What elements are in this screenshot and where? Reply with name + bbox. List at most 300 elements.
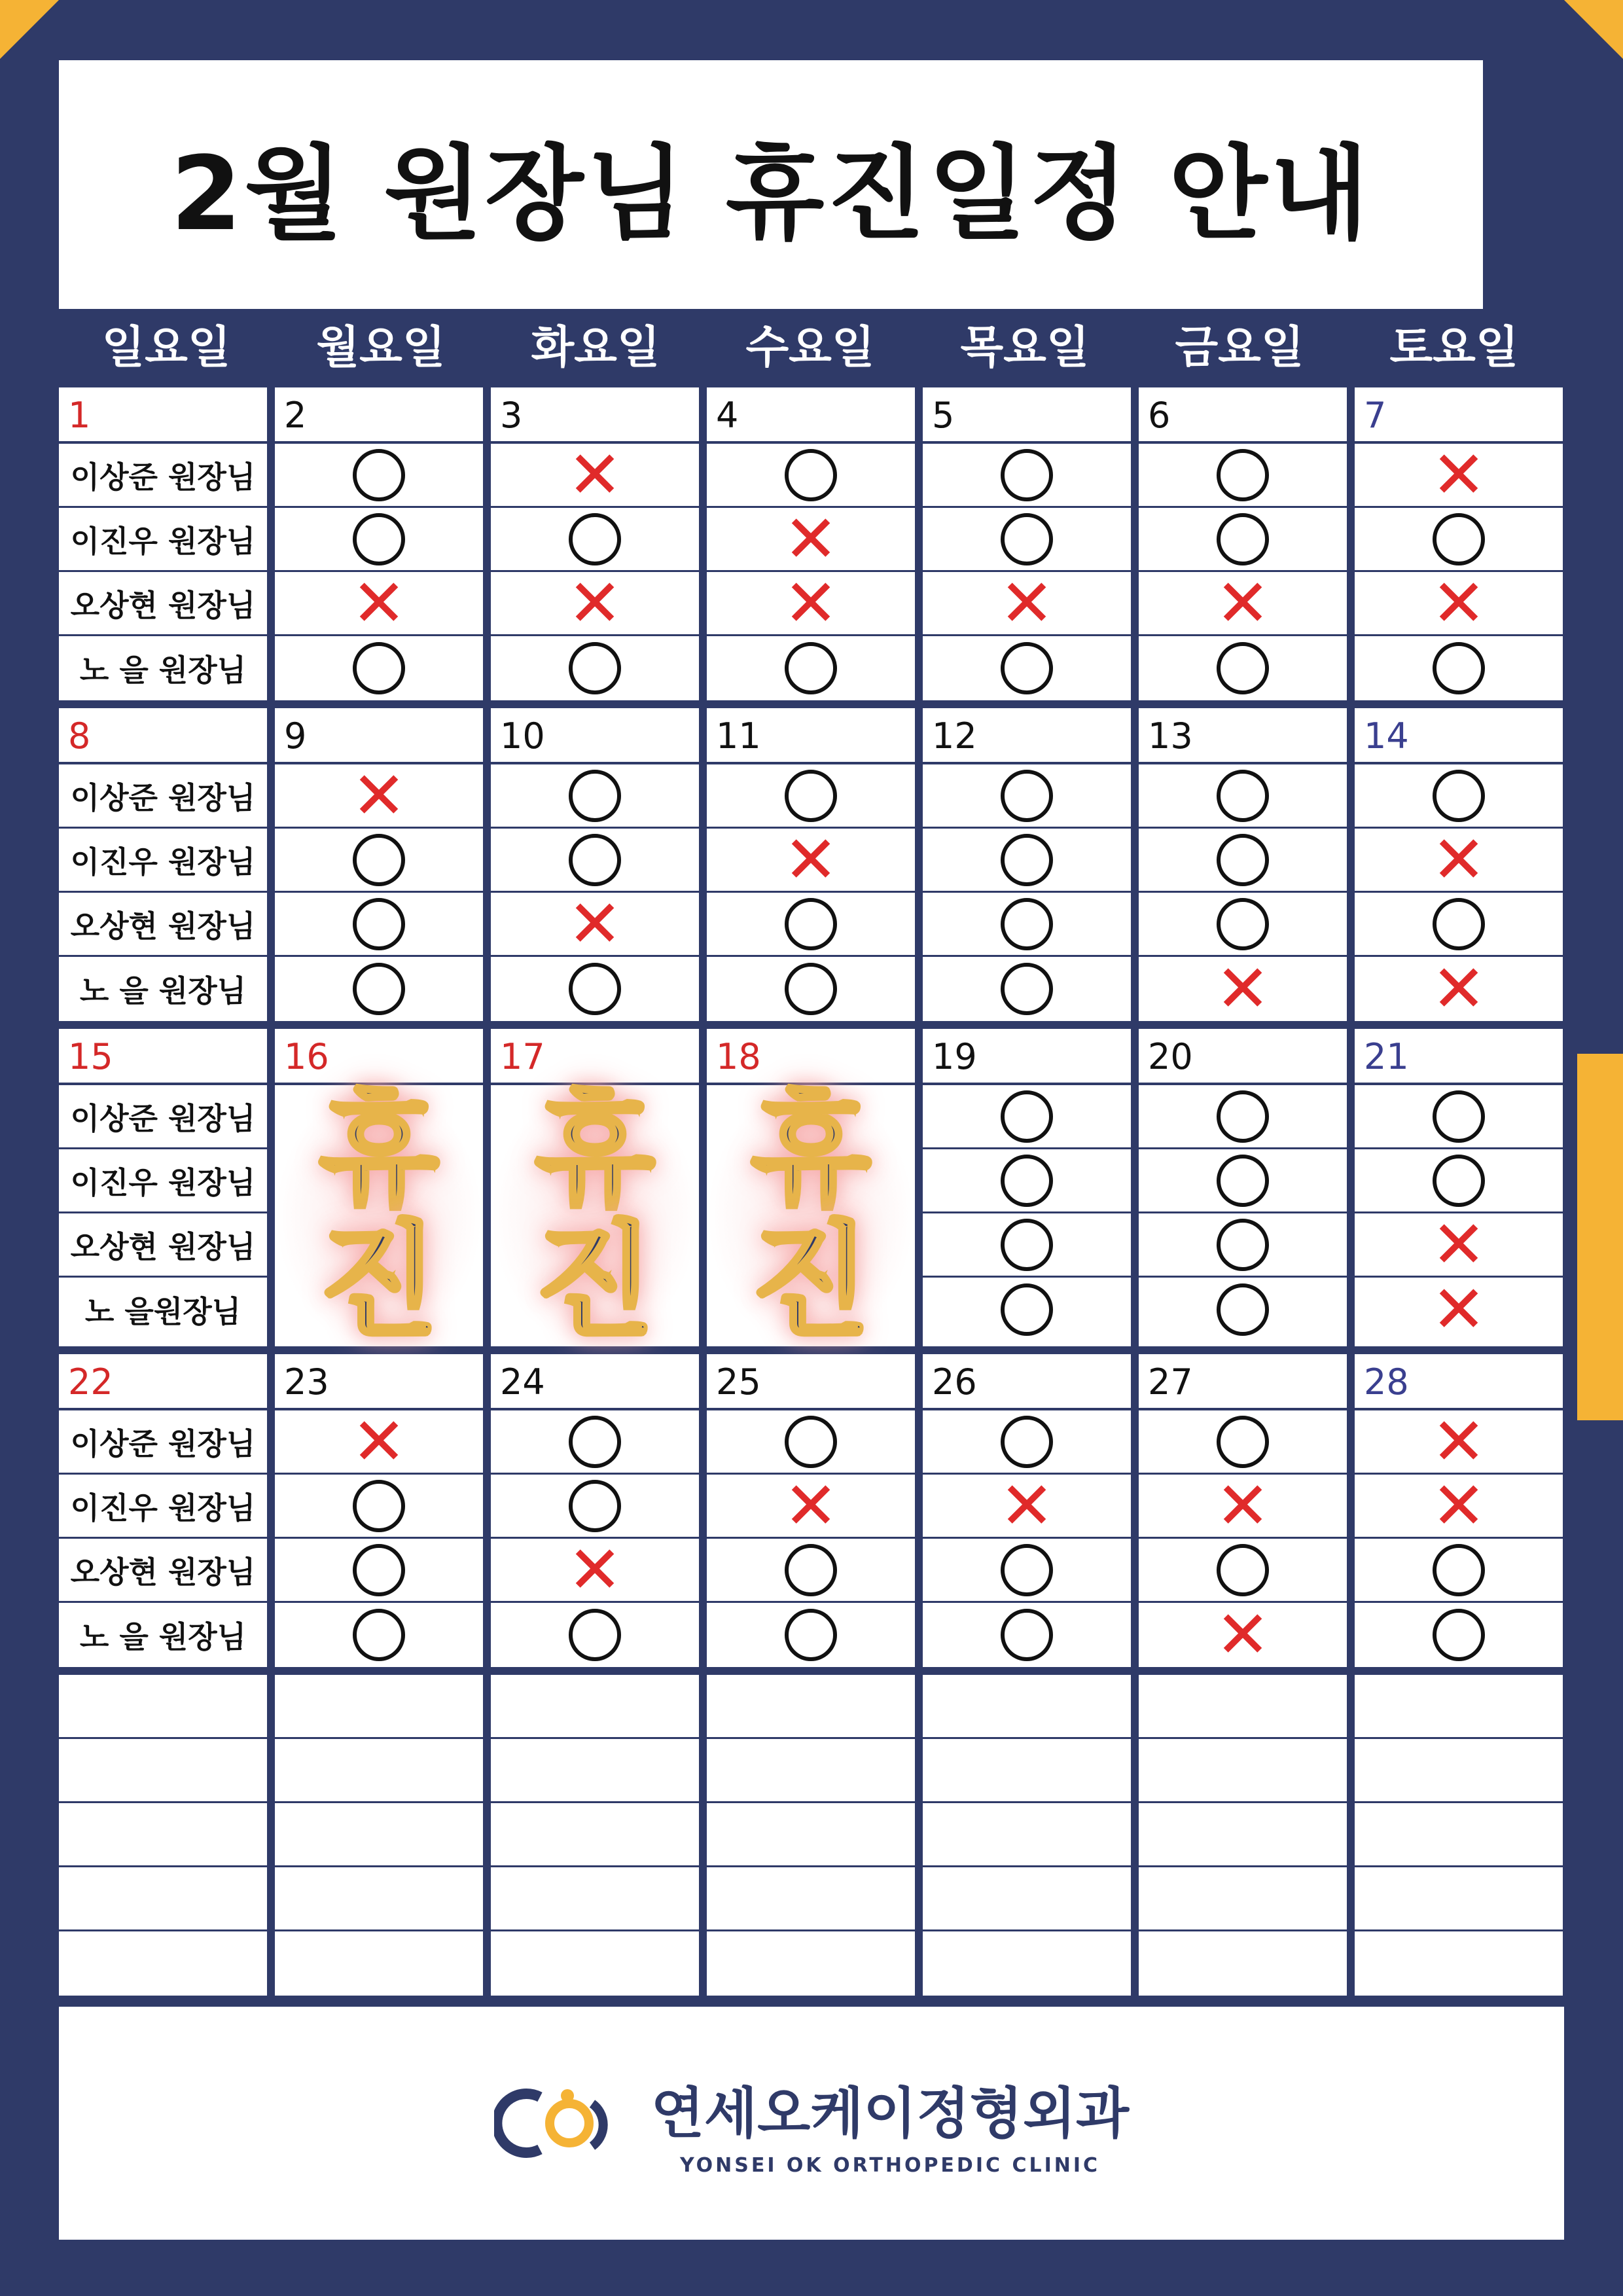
day-cell [1355, 1029, 1563, 1346]
blank-cell [275, 1675, 483, 1996]
schedule-mark [1139, 950, 1347, 1027]
schedule-mark [923, 1213, 1131, 1278]
closed-cross-icon: ✕ [1431, 436, 1486, 513]
blank-line [59, 1675, 267, 1739]
available-circle-icon [785, 642, 837, 694]
closed-cross-icon: ✕ [783, 821, 838, 898]
available-circle-icon [1001, 642, 1053, 694]
day-cell [923, 708, 1131, 1021]
available-circle-icon [1217, 1416, 1269, 1468]
schedule-mark [707, 444, 915, 508]
blank-cell [491, 1675, 699, 1996]
schedule-mark [1139, 1085, 1347, 1149]
schedule-mark [923, 764, 1131, 829]
doctor-name: 이상준 원장님 [59, 1085, 267, 1149]
blank-line [923, 1803, 1131, 1867]
available-circle-icon [569, 963, 621, 1015]
closed-cross-icon: ✕ [567, 564, 622, 641]
date-number: 22 [59, 1354, 267, 1410]
schedule-mark [491, 885, 699, 962]
schedule-mark [1139, 1539, 1347, 1603]
closed-cross-icon: ✕ [783, 1467, 838, 1544]
day-cell [1355, 387, 1563, 700]
title-box [59, 60, 1483, 309]
schedule-mark [1355, 1206, 1563, 1283]
blank-line [59, 1867, 267, 1931]
doctor-name: 노 을 원장님 [79, 653, 247, 688]
available-circle-icon [353, 1609, 405, 1661]
day-cell [275, 708, 483, 1021]
available-circle-icon [1217, 770, 1269, 822]
weekday-fri: 금요일 [1175, 322, 1304, 374]
schedule-mark [275, 1475, 483, 1539]
blank-line [275, 1675, 483, 1739]
schedule-mark [707, 764, 915, 829]
day-cell [1139, 1029, 1347, 1346]
day-cell [707, 708, 915, 1021]
blank-cell [1139, 1675, 1347, 1996]
available-circle-icon [1217, 834, 1269, 886]
holiday-label [707, 1078, 915, 1354]
available-circle-icon [1001, 898, 1053, 950]
blank-line [491, 1867, 699, 1931]
date-number: 21 [1355, 1029, 1563, 1085]
day-cell [1355, 708, 1563, 1027]
day-cell [491, 708, 699, 1021]
available-circle-icon [1217, 1219, 1269, 1271]
day-cell [59, 387, 267, 700]
available-circle-icon [353, 513, 405, 565]
date-number: 13 [1139, 708, 1347, 764]
date-number: 24 [491, 1354, 699, 1410]
closed-cross-icon: ✕ [351, 564, 406, 641]
page-title: 2월 원장님 휴진일정 안내 [170, 134, 1372, 253]
blank-line [923, 1675, 1131, 1739]
blank-line [1355, 1675, 1563, 1739]
blank-line [1139, 1867, 1347, 1931]
available-circle-icon [1001, 1155, 1053, 1207]
date-number: 15 [59, 1029, 267, 1085]
closed-cross-icon: ✕ [1431, 1403, 1486, 1480]
schedule-mark [923, 1467, 1131, 1544]
schedule-mark [1355, 1467, 1563, 1544]
date-number: 20 [1139, 1029, 1347, 1085]
available-circle-icon [1433, 642, 1485, 694]
available-circle-icon [1433, 898, 1485, 950]
blank-line [923, 1739, 1131, 1803]
schedule-mark [923, 957, 1131, 1021]
schedule-mark [1139, 893, 1347, 957]
schedule-mark [275, 1539, 483, 1603]
available-circle-icon [1001, 1219, 1053, 1271]
blank-line [491, 1739, 699, 1803]
date-number: 25 [707, 1354, 915, 1410]
schedule-mark [1139, 764, 1347, 829]
schedule-mark [923, 1410, 1131, 1475]
available-circle-icon [569, 1609, 621, 1661]
schedule-mark [491, 436, 699, 513]
available-circle-icon [1217, 898, 1269, 950]
available-circle-icon [569, 1416, 621, 1468]
available-circle-icon [569, 834, 621, 886]
available-circle-icon [785, 898, 837, 950]
available-circle-icon [1001, 513, 1053, 565]
schedule-mark [491, 564, 699, 641]
schedule-mark [1139, 1410, 1347, 1475]
closed-cross-icon: ✕ [1215, 564, 1270, 641]
closed-cross-icon: ✕ [567, 436, 622, 513]
date-number: 9 [275, 708, 483, 764]
blank-line [707, 1803, 915, 1867]
day-cell [491, 1354, 699, 1667]
available-circle-icon [569, 642, 621, 694]
closed-cross-icon: ✕ [999, 564, 1054, 641]
schedule-mark [1355, 1403, 1563, 1480]
schedule-mark [1139, 508, 1347, 572]
available-circle-icon [569, 1480, 621, 1532]
schedule-mark [707, 1410, 915, 1475]
blank-cell [923, 1675, 1131, 1996]
available-circle-icon [1433, 1609, 1485, 1661]
blank-cell [59, 1675, 267, 1996]
schedule-mark [491, 1475, 699, 1539]
blank-line [491, 1803, 699, 1867]
schedule-mark [1355, 1271, 1563, 1348]
schedule-mark [1139, 444, 1347, 508]
available-circle-icon [1001, 963, 1053, 1015]
schedule-mark [707, 1467, 915, 1544]
available-circle-icon [785, 770, 837, 822]
schedule-mark [923, 1085, 1131, 1149]
blank-line [275, 1931, 483, 1996]
doctor-name: 이진우 원장님 [59, 1149, 267, 1213]
date-number: 14 [1355, 708, 1563, 764]
blank-week-row [59, 1675, 1564, 1996]
doctor-name: 이진우 원장님 [59, 1475, 267, 1539]
date-number: 28 [1355, 1354, 1563, 1410]
blank-line [491, 1675, 699, 1739]
blank-line [707, 1867, 915, 1931]
schedule-mark [923, 444, 1131, 508]
weekday-wed: 수요일 [745, 322, 875, 374]
closed-cross-icon: ✕ [783, 564, 838, 641]
available-circle-icon [353, 963, 405, 1015]
blank-line [1355, 1803, 1563, 1867]
date-number: 23 [275, 1354, 483, 1410]
clinic-logo-icon [494, 2084, 625, 2162]
available-circle-icon [1001, 834, 1053, 886]
schedule-mark [923, 893, 1131, 957]
date-number: 18 [707, 1029, 915, 1085]
week-row [59, 1029, 1564, 1354]
doctor-name: 노 을원장님 [84, 1294, 241, 1329]
closed-cross-icon: ✕ [783, 500, 838, 577]
available-circle-icon [785, 963, 837, 1015]
corner-accent-left [0, 0, 59, 59]
date-number: 27 [1139, 1354, 1347, 1410]
blank-line [923, 1931, 1131, 1996]
schedule-mark [275, 1603, 483, 1667]
schedule-mark [1355, 1603, 1563, 1667]
day-cell [1139, 1354, 1347, 1673]
schedule-mark [491, 829, 699, 893]
weekday-thu: 목요일 [960, 322, 1090, 374]
blank-line [1355, 1931, 1563, 1996]
schedule-mark [275, 564, 483, 641]
doctor-name: 이상준 원장님 [59, 444, 267, 508]
date-number: 8 [59, 708, 267, 764]
schedule-mark [491, 1531, 699, 1608]
schedule-mark [275, 444, 483, 508]
schedule-mark [1139, 1213, 1347, 1278]
blank-line [59, 1803, 267, 1867]
schedule-mark [491, 636, 699, 700]
closed-cross-icon: ✕ [1431, 1271, 1486, 1348]
date-number: 11 [707, 708, 915, 764]
available-circle-icon [1001, 1544, 1053, 1596]
closed-cross-icon: ✕ [999, 1467, 1054, 1544]
available-circle-icon [1217, 1283, 1269, 1336]
schedule-mark [1139, 1596, 1347, 1673]
date-number: 3 [491, 387, 699, 444]
day-cell [491, 387, 699, 700]
schedule-mark [1355, 1149, 1563, 1213]
day-cell [275, 1354, 483, 1667]
blank-cell [1355, 1675, 1563, 1996]
holiday-label [275, 1078, 483, 1354]
schedule-mark [275, 1403, 483, 1480]
schedule-mark [707, 1603, 915, 1667]
schedule-mark [275, 957, 483, 1021]
date-number: 17 [491, 1029, 699, 1085]
closed-cross-icon: ✕ [567, 885, 622, 962]
schedule-mark [1355, 764, 1563, 829]
holiday-char: 진 [535, 1208, 655, 1354]
available-circle-icon [1217, 1544, 1269, 1596]
day-cell [491, 1029, 699, 1354]
schedule-mark [275, 829, 483, 893]
available-circle-icon [353, 834, 405, 886]
date-number: 19 [923, 1029, 1131, 1085]
available-circle-icon [569, 513, 621, 565]
clinic-logo [494, 2070, 1129, 2177]
closed-cross-icon: ✕ [1431, 1206, 1486, 1283]
doctor-name: 오상현 원장님 [59, 1213, 267, 1278]
doctor-name: 이진우 원장님 [59, 829, 267, 893]
schedule-mark [275, 508, 483, 572]
day-cell [707, 387, 915, 700]
day-cell [923, 1354, 1131, 1667]
day-cell [59, 1029, 267, 1346]
schedule-mark [1355, 1085, 1563, 1149]
weekday-header [59, 309, 1564, 387]
available-circle-icon [353, 1544, 405, 1596]
blank-line [1139, 1675, 1347, 1739]
schedule-mark [1139, 1467, 1347, 1544]
blank-line [1355, 1867, 1563, 1931]
schedule-mark [923, 829, 1131, 893]
weekday-sat: 토요일 [1389, 322, 1519, 374]
schedule-mark [707, 893, 915, 957]
week-row [59, 708, 1564, 1027]
calendar-grid [59, 387, 1564, 1996]
closed-cross-icon: ✕ [351, 757, 406, 834]
closed-cross-icon: ✕ [1431, 950, 1486, 1027]
blank-line [1139, 1803, 1347, 1867]
available-circle-icon [1433, 513, 1485, 565]
schedule-mark [1355, 893, 1563, 957]
available-circle-icon [1433, 1155, 1485, 1207]
schedule-mark [923, 1603, 1131, 1667]
schedule-mark [1139, 636, 1347, 700]
schedule-mark [1355, 950, 1563, 1027]
week-row [59, 387, 1564, 700]
blank-line [923, 1867, 1131, 1931]
schedule-mark [491, 957, 699, 1021]
closed-cross-icon: ✕ [567, 1531, 622, 1608]
schedule-mark [1139, 1149, 1347, 1213]
weekday-sun: 일요일 [101, 322, 231, 374]
blank-line [1139, 1739, 1347, 1803]
closed-cross-icon: ✕ [1431, 1467, 1486, 1544]
closed-cross-icon: ✕ [1215, 1467, 1270, 1544]
date-number: 12 [923, 708, 1131, 764]
available-circle-icon [569, 770, 621, 822]
available-circle-icon [1217, 449, 1269, 501]
available-circle-icon [353, 642, 405, 694]
closed-cross-icon: ✕ [351, 1403, 406, 1480]
available-circle-icon [1001, 1283, 1053, 1336]
available-circle-icon [785, 1544, 837, 1596]
date-number: 1 [59, 387, 267, 444]
schedule-mark [1355, 821, 1563, 898]
date-number: 7 [1355, 387, 1563, 444]
blank-line [1355, 1739, 1563, 1803]
side-accent [1577, 1054, 1623, 1420]
schedule-mark [275, 893, 483, 957]
schedule-mark [923, 1539, 1131, 1603]
day-cell [1355, 1354, 1563, 1667]
schedule-mark [1355, 1539, 1563, 1603]
clinic-name: 연세오케이정형외과 [651, 2081, 1130, 2145]
holiday-char: 휴 [319, 1078, 439, 1223]
schedule-mark [275, 757, 483, 834]
schedule-mark [1355, 508, 1563, 572]
available-circle-icon [1217, 1155, 1269, 1207]
blank-line [275, 1739, 483, 1803]
doctor-name: 이상준 원장님 [59, 764, 267, 829]
available-circle-icon [353, 449, 405, 501]
day-cell [707, 1029, 915, 1354]
available-circle-icon [1217, 1090, 1269, 1143]
date-number: 26 [923, 1354, 1131, 1410]
schedule-mark [275, 636, 483, 700]
schedule-mark [923, 636, 1131, 700]
schedule-mark [923, 564, 1131, 641]
day-cell [707, 1354, 915, 1667]
blank-line [707, 1675, 915, 1739]
day-cell [923, 1029, 1131, 1346]
schedule-mark [707, 821, 915, 898]
closed-cross-icon: ✕ [1215, 950, 1270, 1027]
blank-line [275, 1867, 483, 1931]
blank-cell [707, 1675, 915, 1996]
available-circle-icon [1001, 770, 1053, 822]
weekday-tue: 화요일 [531, 322, 660, 374]
blank-line [491, 1931, 699, 1996]
schedule-mark [707, 564, 915, 641]
day-cell [59, 1354, 267, 1667]
schedule-mark [491, 508, 699, 572]
doctor-name: 이진우 원장님 [59, 508, 267, 572]
date-number: 5 [923, 387, 1131, 444]
day-cell [59, 708, 267, 1021]
blank-line [59, 1931, 267, 1996]
weekday-mon: 월요일 [316, 322, 446, 374]
schedule-mark [491, 764, 699, 829]
holiday-char: 휴 [751, 1078, 871, 1223]
blank-line [1139, 1931, 1347, 1996]
schedule-mark [491, 1603, 699, 1667]
holiday-char: 진 [319, 1208, 439, 1354]
closed-cross-icon: ✕ [1431, 821, 1486, 898]
doctor-name: 오상현 원장님 [59, 893, 267, 957]
schedule-mark [1139, 564, 1347, 641]
blank-line [707, 1739, 915, 1803]
schedule-mark [1355, 564, 1563, 641]
day-cell [923, 387, 1131, 700]
closed-cross-icon: ✕ [1431, 564, 1486, 641]
schedule-mark [923, 1278, 1131, 1342]
doctor-name: 노 을 원장님 [79, 973, 247, 1009]
available-circle-icon [353, 898, 405, 950]
blank-line [275, 1803, 483, 1867]
holiday-char: 진 [751, 1208, 871, 1354]
footer [59, 2007, 1564, 2240]
available-circle-icon [1001, 1416, 1053, 1468]
available-circle-icon [1001, 449, 1053, 501]
holiday-char: 휴 [535, 1078, 655, 1223]
doctor-name: 오상현 원장님 [59, 1539, 267, 1603]
available-circle-icon [785, 1416, 837, 1468]
blank-line [59, 1739, 267, 1803]
date-number: 10 [491, 708, 699, 764]
day-cell [1139, 387, 1347, 700]
available-circle-icon [1433, 770, 1485, 822]
available-circle-icon [1001, 1609, 1053, 1661]
corner-accent-right [1564, 0, 1623, 59]
day-cell [275, 1029, 483, 1354]
available-circle-icon [1001, 1090, 1053, 1143]
holiday-label [491, 1078, 699, 1354]
available-circle-icon [1433, 1544, 1485, 1596]
schedule-mark [707, 500, 915, 577]
doctor-name: 오상현 원장님 [59, 572, 267, 636]
schedule-mark [1355, 436, 1563, 513]
date-number: 6 [1139, 387, 1347, 444]
available-circle-icon [785, 449, 837, 501]
available-circle-icon [1433, 1090, 1485, 1143]
schedule-mark [1355, 636, 1563, 700]
day-cell [1139, 708, 1347, 1027]
schedule-mark [1139, 1278, 1347, 1342]
available-circle-icon [785, 1609, 837, 1661]
doctor-name: 이상준 원장님 [59, 1410, 267, 1475]
closed-cross-icon: ✕ [1215, 1596, 1270, 1673]
available-circle-icon [353, 1480, 405, 1532]
clinic-name-en: YONSEI OK ORTHOPEDIC CLINIC [679, 2154, 1101, 2177]
date-number: 2 [275, 387, 483, 444]
